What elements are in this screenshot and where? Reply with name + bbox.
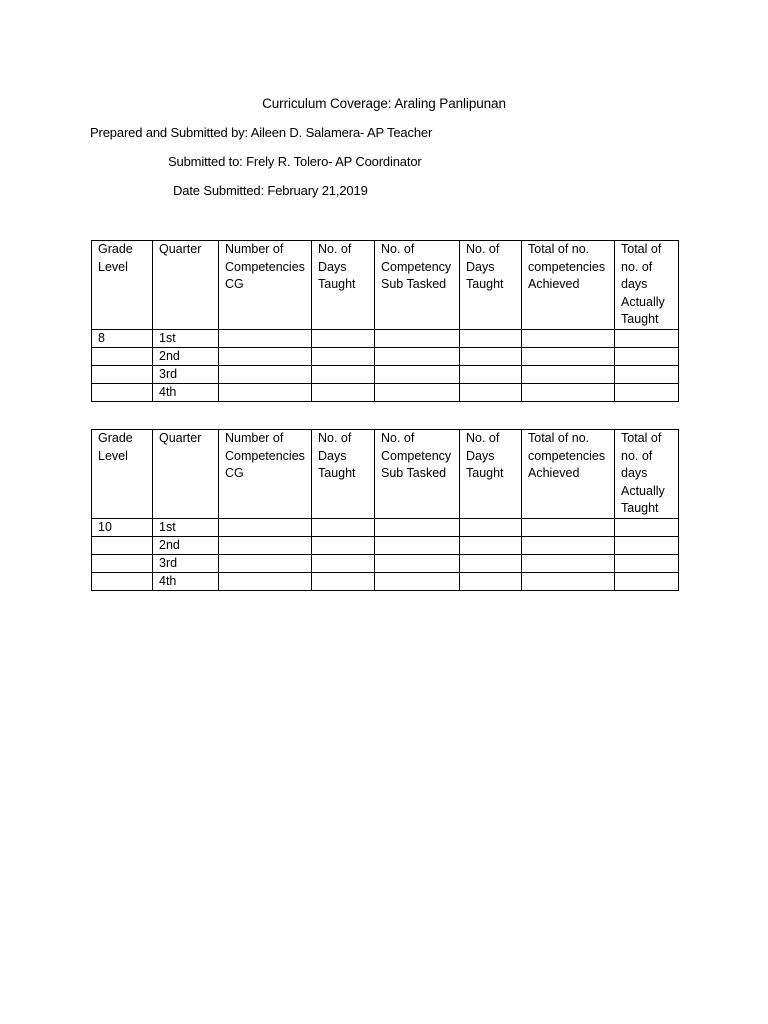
table-cell <box>522 518 615 536</box>
table-cell <box>219 383 312 401</box>
table-cell: 8 <box>92 329 153 347</box>
table-row <box>92 383 679 401</box>
table-cell <box>312 383 375 401</box>
header-number-of-competencies: Number of Competencies CG <box>219 430 312 519</box>
table-cell <box>522 365 615 383</box>
table-cell <box>375 365 460 383</box>
table-header-row <box>92 430 679 519</box>
coverage-table-grade-10 <box>91 429 679 591</box>
table-row <box>92 554 679 572</box>
header-competency-sub-tasked: No. of Competency Sub Tasked <box>375 241 460 330</box>
table-cell <box>522 329 615 347</box>
table-cell <box>460 383 522 401</box>
table-cell <box>460 518 522 536</box>
header-grade-level: Grade Level <box>92 241 153 330</box>
table-cell: 4th <box>153 383 219 401</box>
table-cell <box>375 383 460 401</box>
table-cell <box>92 536 153 554</box>
table-row <box>92 536 679 554</box>
table-cell <box>92 572 153 590</box>
table-cell <box>312 536 375 554</box>
table-cell <box>375 572 460 590</box>
table-cell <box>615 518 679 536</box>
table-cell <box>522 572 615 590</box>
header-days-taught: No. of Days Taught <box>312 241 375 330</box>
table-cell <box>219 554 312 572</box>
table-cell: 1st <box>153 329 219 347</box>
table-cell <box>312 554 375 572</box>
table-cell <box>615 347 679 365</box>
table-cell <box>460 536 522 554</box>
header-days-taught-2: No. of Days Taught <box>460 430 522 519</box>
header-days-actually-taught: Total of no. of days Actually Taught <box>615 430 679 519</box>
table-row <box>92 518 679 536</box>
table-cell <box>522 383 615 401</box>
table-cell <box>522 536 615 554</box>
header-competencies-achieved: Total of no. competencies Achieved <box>522 430 615 519</box>
table-cell <box>615 572 679 590</box>
header-quarter: Quarter <box>153 430 219 519</box>
header-competency-sub-tasked: No. of Competency Sub Tasked <box>375 430 460 519</box>
table-cell: 2nd <box>153 536 219 554</box>
header-number-of-competencies: Number of Competencies CG <box>219 241 312 330</box>
table-cell <box>312 518 375 536</box>
table-cell <box>219 347 312 365</box>
header-days-actually-taught: Total of no. of days Actually Taught <box>615 241 679 330</box>
table-cell <box>312 365 375 383</box>
table-cell <box>460 572 522 590</box>
table-row <box>92 347 679 365</box>
table-cell <box>460 329 522 347</box>
table-cell: 10 <box>92 518 153 536</box>
table-cell <box>615 365 679 383</box>
table-cell <box>615 329 679 347</box>
table-cell <box>615 536 679 554</box>
table-cell <box>219 518 312 536</box>
table-cell <box>375 347 460 365</box>
coverage-table-grade-8 <box>91 240 679 402</box>
table-cell: 4th <box>153 572 219 590</box>
table-row <box>92 572 679 590</box>
header-days-taught-2: No. of Days Taught <box>460 241 522 330</box>
header-grade-level: Grade Level <box>92 430 153 519</box>
date-submitted: Date Submitted: February 21,2019 <box>173 183 368 198</box>
table-cell <box>312 347 375 365</box>
table-cell <box>375 518 460 536</box>
submitted-to: Submitted to: Frely R. Tolero- AP Coordinator <box>168 154 422 169</box>
header-quarter: Quarter <box>153 241 219 330</box>
table-cell <box>92 554 153 572</box>
table-cell <box>522 554 615 572</box>
table-cell <box>375 329 460 347</box>
table-cell <box>522 347 615 365</box>
table-cell <box>460 347 522 365</box>
table-cell: 1st <box>153 518 219 536</box>
table-header-row <box>92 241 679 330</box>
table-cell <box>92 365 153 383</box>
header-days-taught: No. of Days Taught <box>312 430 375 519</box>
table-cell <box>219 536 312 554</box>
table-cell <box>375 536 460 554</box>
table-cell <box>92 347 153 365</box>
table-cell <box>615 383 679 401</box>
table-cell <box>375 554 460 572</box>
table-cell <box>92 383 153 401</box>
table-cell <box>312 329 375 347</box>
table-cell <box>219 365 312 383</box>
table-cell: 2nd <box>153 347 219 365</box>
table-cell <box>219 329 312 347</box>
table-cell <box>312 572 375 590</box>
table-cell: 3rd <box>153 554 219 572</box>
table-row <box>92 329 679 347</box>
header-competencies-achieved: Total of no. competencies Achieved <box>522 241 615 330</box>
page-title: Curriculum Coverage: Araling Panlipunan <box>262 96 506 111</box>
table-row <box>92 365 679 383</box>
table-cell <box>460 554 522 572</box>
table-cell <box>219 572 312 590</box>
table-cell <box>460 365 522 383</box>
table-cell: 3rd <box>153 365 219 383</box>
prepared-by: Prepared and Submitted by: Aileen D. Salamera- AP Teacher <box>90 125 433 140</box>
table-cell <box>615 554 679 572</box>
